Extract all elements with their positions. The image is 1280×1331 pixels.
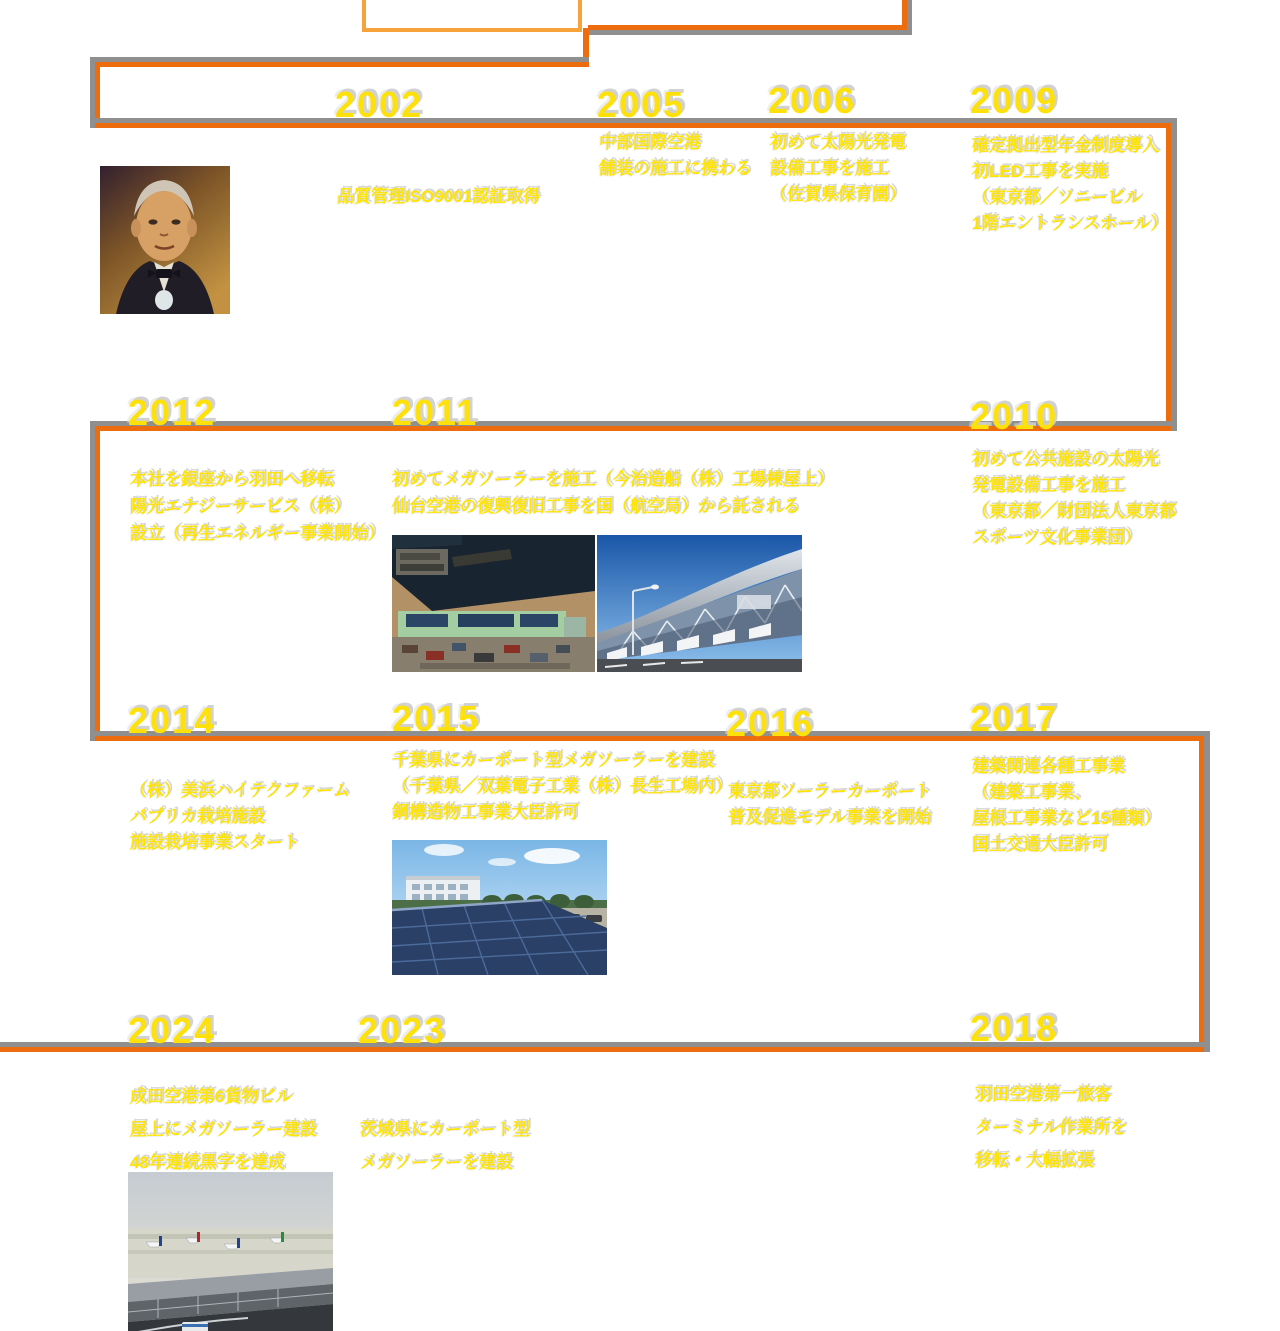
- carport-megasolar-photo: [392, 840, 607, 975]
- founder-portrait-photo: [100, 166, 230, 314]
- timeline-year-2009: 2009: [970, 80, 1059, 121]
- timeline-text-2005: 中部国際空港 舗装の施工に携わる: [599, 133, 752, 178]
- timeline-text-2016: 東京都ソーラーカーポート 普及促進モデル事業を開始: [728, 782, 932, 827]
- timeline-text-2006: 初めて太陽光発電 設備工事を施工 （佐賀県保育園）: [770, 133, 906, 204]
- timeline-partial-box: [362, 0, 582, 32]
- narita-airport-cargo-photo: [128, 1172, 333, 1331]
- timeline-text-2009: 確定拠出型年金制度導入 初LED工事を実施 （東京都／ソニービル 1階エントランスホール）: [972, 136, 1168, 233]
- timeline-year-2006: 2006: [768, 80, 857, 121]
- timeline-year-2010: 2010: [970, 396, 1059, 437]
- timeline-text-2010: 初めて公共施設の太陽光 発電設備工事を施工 （東京都／財団法人東京都 スポーツ文化事業団）: [972, 450, 1176, 547]
- timeline-text-2017: 建築関連各種工事業 （建築工事業、 屋根工事業など15種類） 国土交通大臣許可: [972, 757, 1161, 854]
- timeline-text-2018: 羽田空港第一旅客 ターミナル作業所を 移転・大幅拡張: [975, 1085, 1128, 1170]
- timeline-year-2005: 2005: [597, 84, 686, 125]
- timeline-text-2002: 品質管理ISO9001認証取得: [337, 187, 541, 206]
- imabari-shipyard-megasolar-photo: [392, 535, 595, 672]
- timeline-year-2017: 2017: [970, 698, 1059, 739]
- timeline-year-2015: 2015: [392, 698, 481, 739]
- timeline-year-2011: 2011: [392, 392, 479, 433]
- timeline-year-2016: 2016: [726, 703, 815, 744]
- timeline-year-2023: 2023: [358, 1010, 447, 1051]
- timeline-year-2012: 2012: [128, 392, 217, 433]
- sendai-airport-terminal-photo: [597, 535, 802, 672]
- timeline-text-2024: 成田空港第6貨物ビル 屋上にメガソーラー建設 48年連続黒字を達成: [130, 1087, 317, 1172]
- timeline-text-2011: 初めてメガソーラーを施工（今治造船（株）工場棟屋上） 仙台空港の復興復旧工事を国（航空局）から託される: [392, 470, 834, 516]
- timeline-year-2018: 2018: [970, 1008, 1059, 1049]
- timeline-text-2015: 千葉県にカーポート型メガソーラーを建設 （千葉県／双葉電子工業（株）長生工場内） 鋼構造物工事業大臣許可: [392, 751, 732, 822]
- timeline-text-2014: （株）美浜ハイテクファーム パプリカ栽培施設 施設栽培事業スタート: [130, 781, 350, 852]
- timeline-year-2014: 2014: [128, 700, 217, 741]
- timeline-year-2002: 2002: [335, 84, 424, 125]
- timeline-text-2023: 茨城県にカーポート型 メガソーラーを建設: [360, 1120, 530, 1172]
- timeline-text-2012: 本社を銀座から羽田へ移転 陽光エナジーサービス（株） 設立（再生エネルギー事業開始）: [130, 470, 385, 543]
- timeline-year-2024: 2024: [128, 1010, 217, 1051]
